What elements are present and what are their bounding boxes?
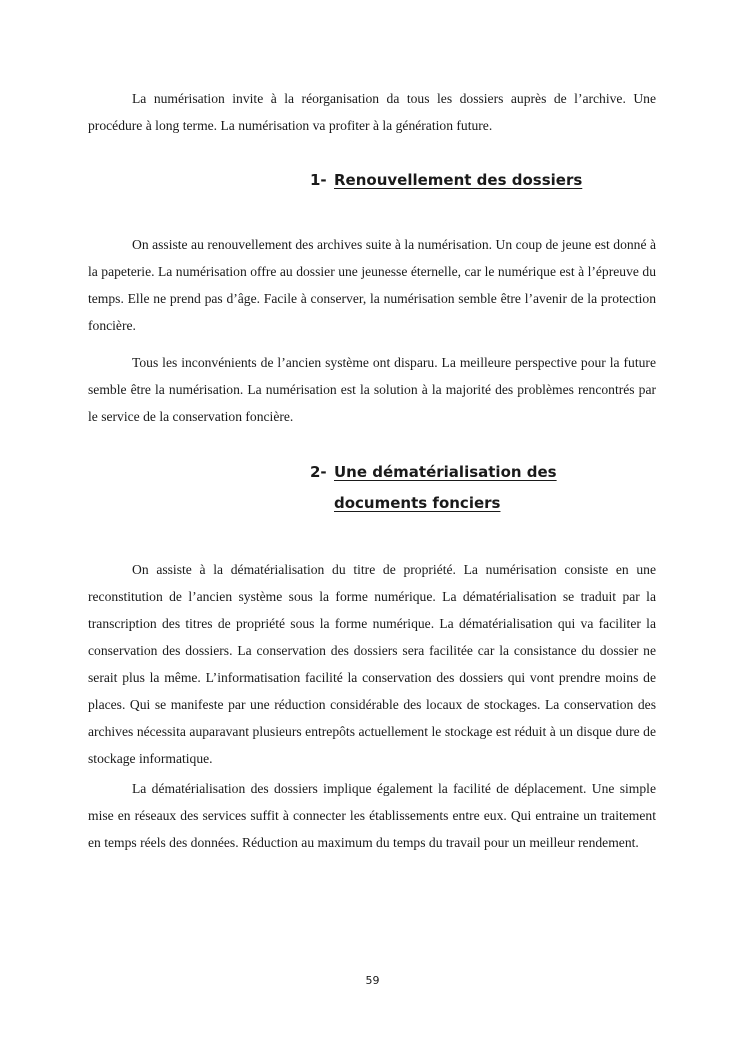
page-number: 59 bbox=[365, 974, 380, 987]
paragraph-intro: La numérisation invite à la réorganisation da tous les dossiers auprès de l’archive. Une procédure à long terme. La numérisation va profiter à la génération future. bbox=[88, 91, 656, 133]
paragraph-renouvellement-2: Tous les inconvénients de l’ancien système ont disparu. La meilleure perspective pour la future semble être la numérisation. La numérisation est la solution à la majorité des problèmes rencontrés par le service de la conservation foncière. bbox=[88, 355, 656, 424]
section-heading-1 bbox=[310, 165, 655, 196]
section-number-1: 1- bbox=[310, 171, 327, 189]
paragraph-dematerialisation-2: La dématérialisation des dossiers implique également la facilité de déplacement. Une simple mise en réseaux des services suffit à connecter les établissements entre eux. Qui entraine un traitement en temps réels des données. Réduction au maximum du temps du travail pour un meilleur rendement. bbox=[88, 781, 656, 850]
section-number-2: 2- bbox=[310, 463, 327, 481]
paragraph-dematerialisation-1: On assiste à la dématérialisation du titre de propriété. La numérisation consiste en une reconstitution de l’ancien système sous la forme numérique. La dématérialisation se traduit par la transcription des titres de propriété sous la forme numérique. La dématérialisation qui va faciliter la conservation des dossiers. La conservation des dossiers sera facilitée car la consistance du dossier ne serait plus la même. L’informatisation facilité la conservation des dossiers qui vont prendre moins de places. Qui se manifeste par une réduction considérable des locaux de stockages. La conservation des archives nécessita auparavant plusieurs entrepôts actuellement le stockage est réduit à un disque dure de stockage informatique. bbox=[88, 562, 656, 766]
section-title-1: Renouvellement des dossiers bbox=[334, 171, 583, 189]
section-heading-2 bbox=[310, 457, 655, 519]
section-title-2: Une dématérialisation des documents fonciers bbox=[334, 463, 557, 512]
paragraph-renouvellement-1: On assiste au renouvellement des archives suite à la numérisation. Un coup de jeune est donné à la papeterie. La numérisation offre au dossier une jeunesse éternelle, car le numérique est à l’épreuve du temps. Elle ne prend pas d’âge. Facile à conserver, la numérisation semble être l’avenir de la protection foncière. bbox=[88, 237, 656, 333]
